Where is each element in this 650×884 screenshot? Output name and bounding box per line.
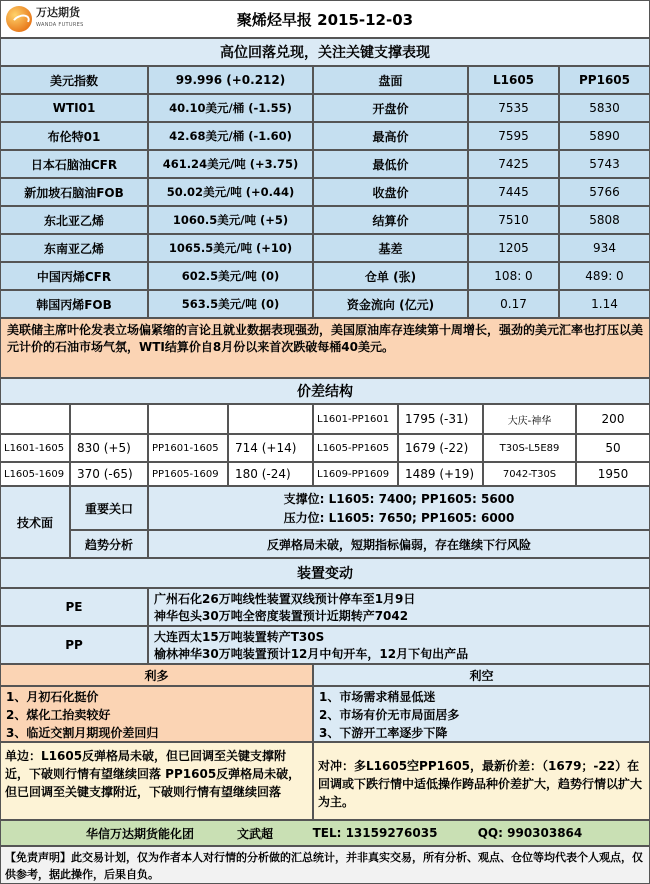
logo-name: 万达期货 — [36, 6, 80, 19]
market-item-label: 布伦特01 — [0, 122, 148, 150]
board-pp1605-value: 5830 — [559, 94, 650, 122]
market-item-value: 602.5美元/吨 (0) — [148, 262, 313, 290]
market-item-value: 563.5美元/吨 (0) — [148, 290, 313, 318]
spread-l1601-pp1601: L1601-PP1601 — [313, 404, 398, 434]
analyst-name: 文武超 — [236, 826, 273, 841]
col-l1605: L1605 — [468, 66, 559, 94]
spread-l1601-1605: L1601-1605 — [0, 434, 70, 462]
pe-change-2: 神华包头30万吨全密度装置预计近期转产7042 — [154, 608, 409, 623]
usd-index-label: 美元指数 — [0, 66, 148, 94]
bear-item: 1、市场需求稍显低迷 — [319, 689, 436, 704]
market-item-value: 50.02美元/吨 (+0.44) — [148, 178, 313, 206]
board-l1605-value: 7445 — [468, 178, 559, 206]
market-item-label: 新加坡石脑油FOB — [0, 178, 148, 206]
pp-label: PP — [0, 626, 148, 664]
market-item-label: 日本石脑油CFR — [0, 150, 148, 178]
spread-empty-a0 — [0, 404, 70, 434]
spread-empty-c0 — [148, 404, 228, 434]
spread-l1609-pp1609: L1609-PP1609 — [313, 462, 398, 486]
news-paragraph: 美联储主席叶伦发表立场偏紧缩的言论且就业数据表现强劲，美国原油库存连续第十周增长，强劲的美元汇率也打压以美元计价的石油市场气氛，WTI结算价自8月份以来首次跌破每桶40美元。 — [0, 318, 650, 378]
spread-empty-d0 — [228, 404, 313, 434]
spread-t30s-l5e89: T30S-L5E89 — [483, 434, 576, 462]
resistance-level: 压力位: L1605: 7650; PP1605: 6000 — [283, 510, 515, 525]
team-name: 华信万达期货能化团 — [85, 826, 194, 841]
devices-title: 装置变动 — [0, 558, 650, 588]
spread-l1605-pp1605-value: 1679 (-22) — [398, 434, 483, 462]
spread-pp1605-1609: PP1605-1609 — [148, 462, 228, 486]
market-item-label: 东北亚乙烯 — [0, 206, 148, 234]
bear-item: 3、下游开工率逐步下降 — [319, 725, 448, 740]
pp-change-1: 大连西太15万吨装置转产T30S — [154, 629, 325, 644]
board-field-label: 资金流向 (亿元) — [313, 290, 468, 318]
logo-icon — [6, 6, 32, 32]
key-level-label: 重要关口 — [70, 486, 148, 530]
bull-title: 利多 — [0, 664, 313, 686]
pe-label: PE — [0, 588, 148, 626]
spread-l1605-pp1605: L1605-PP1605 — [313, 434, 398, 462]
contact-tel: TEL: 13159276035 — [312, 826, 438, 840]
headline: 高位回落兑现，关注关键支撑表现 — [0, 38, 650, 66]
bull-item: 1、月初石化挺价 — [6, 689, 99, 704]
board-l1605-value: 7595 — [468, 122, 559, 150]
spread-l1605-1609-value: 370 (-65) — [70, 462, 148, 486]
market-item-value: 1065.5美元/吨 (+10) — [148, 234, 313, 262]
board-label: 盘面 — [313, 66, 468, 94]
bear-title: 利空 — [313, 664, 650, 686]
board-field-label: 仓单 (张) — [313, 262, 468, 290]
spread-l1601-1605-value: 830 (+5) — [70, 434, 148, 462]
pe-change-1: 广州石化26万吨线性装置双线预计停车至1月9日 — [154, 591, 416, 606]
spread-empty-b0 — [70, 404, 148, 434]
spread-t30s-l5e89-value: 50 — [576, 434, 650, 462]
contact-qq: QQ: 990303864 — [477, 826, 583, 840]
logo-english: WANDA FUTURES — [36, 22, 84, 28]
tech-label: 技术面 — [0, 486, 70, 558]
board-pp1605-value: 5808 — [559, 206, 650, 234]
board-l1605-value: 7510 — [468, 206, 559, 234]
page-title: 聚烯烃早报 2015-12-03 — [236, 10, 414, 29]
board-field-label: 结算价 — [313, 206, 468, 234]
market-item-value: 42.68美元/桶 (-1.60) — [148, 122, 313, 150]
market-item-label: 韩国丙烯FOB — [0, 290, 148, 318]
board-pp1605-value: 5890 — [559, 122, 650, 150]
market-item-value: 461.24美元/吨 (+3.75) — [148, 150, 313, 178]
board-l1605-value: 108: 0 — [468, 262, 559, 290]
col-pp1605: PP1605 — [559, 66, 650, 94]
board-l1605-value: 7425 — [468, 150, 559, 178]
spread-7042-t30s: 7042-T30S — [483, 462, 576, 486]
strategy-hedge: 对冲：多L1605空PP1605，最新价差：（1679；-22）在回调或下跌行情中适低操作跨品种价差扩大，趋势行情以扩大为主。 — [313, 742, 650, 820]
board-pp1605-value: 489: 0 — [559, 262, 650, 290]
market-item-label: WTI01 — [0, 94, 148, 122]
board-field-label: 收盘价 — [313, 178, 468, 206]
spread-title: 价差结构 — [0, 378, 650, 404]
spread-7042-t30s-value: 1950 — [576, 462, 650, 486]
market-item-label: 中国丙烯CFR — [0, 262, 148, 290]
board-field-label: 最低价 — [313, 150, 468, 178]
market-item-value: 1060.5美元/吨 (+5) — [148, 206, 313, 234]
bull-item: 2、煤化工抬卖较好 — [6, 707, 111, 722]
board-field-label: 最高价 — [313, 122, 468, 150]
strategy-single-side: 单边：L1605反弹格局未破，但已回调至关键支撑附近，下破则行情有望继续回落 PP1605反弹格局未破，但已回调至关键支撑附近，下破则行情有望继续回落 — [0, 742, 313, 820]
board-pp1605-value: 934 — [559, 234, 650, 262]
board-pp1605-value: 5766 — [559, 178, 650, 206]
bear-item: 2、市场有价无市局面居多 — [319, 707, 460, 722]
market-item-label: 东南亚乙烯 — [0, 234, 148, 262]
logo — [2, 2, 90, 36]
spread-l1601-pp1601-value: 1795 (-31) — [398, 404, 483, 434]
board-field-label: 开盘价 — [313, 94, 468, 122]
support-level: 支撑位: L1605: 7400; PP1605: 5600 — [283, 491, 515, 506]
board-l1605-value: 1205 — [468, 234, 559, 262]
board-field-label: 基差 — [313, 234, 468, 262]
pp-change-2: 榆林神华30万吨装置预计12月中旬开车，12月下旬出产品 — [154, 646, 469, 661]
spread-l1609-pp1609-value: 1489 (+19) — [398, 462, 483, 486]
trend-label: 趋势分析 — [70, 530, 148, 558]
board-pp1605-value: 1.14 — [559, 290, 650, 318]
spread-pp1601-1605-value: 714 (+14) — [228, 434, 313, 462]
market-item-value: 40.10美元/桶 (-1.55) — [148, 94, 313, 122]
board-l1605-value: 7535 — [468, 94, 559, 122]
spread-daqing-shenhua-value: 200 — [576, 404, 650, 434]
spread-pp1601-1605: PP1601-1605 — [148, 434, 228, 462]
spread-l1605-1609: L1605-1609 — [0, 462, 70, 486]
spread-daqing-shenhua: 大庆-神华 — [483, 404, 576, 434]
board-pp1605-value: 5743 — [559, 150, 650, 178]
usd-index-value: 99.996 (+0.212) — [148, 66, 313, 94]
spread-pp1605-1609-value: 180 (-24) — [228, 462, 313, 486]
board-l1605-value: 0.17 — [468, 290, 559, 318]
disclaimer: 【免责声明】此交易计划，仅为作者本人对行情的分析做的汇总统计，并非真实交易，所有分析、观点、仓位等均代表个人观点，仅供参考，据此操作，后果自负。 — [0, 846, 650, 884]
trend-analysis: 反弹格局未破，短期指标偏弱，存在继续下行风险 — [148, 530, 650, 558]
bull-item: 3、临近交割月期现价差回归 — [6, 725, 159, 740]
